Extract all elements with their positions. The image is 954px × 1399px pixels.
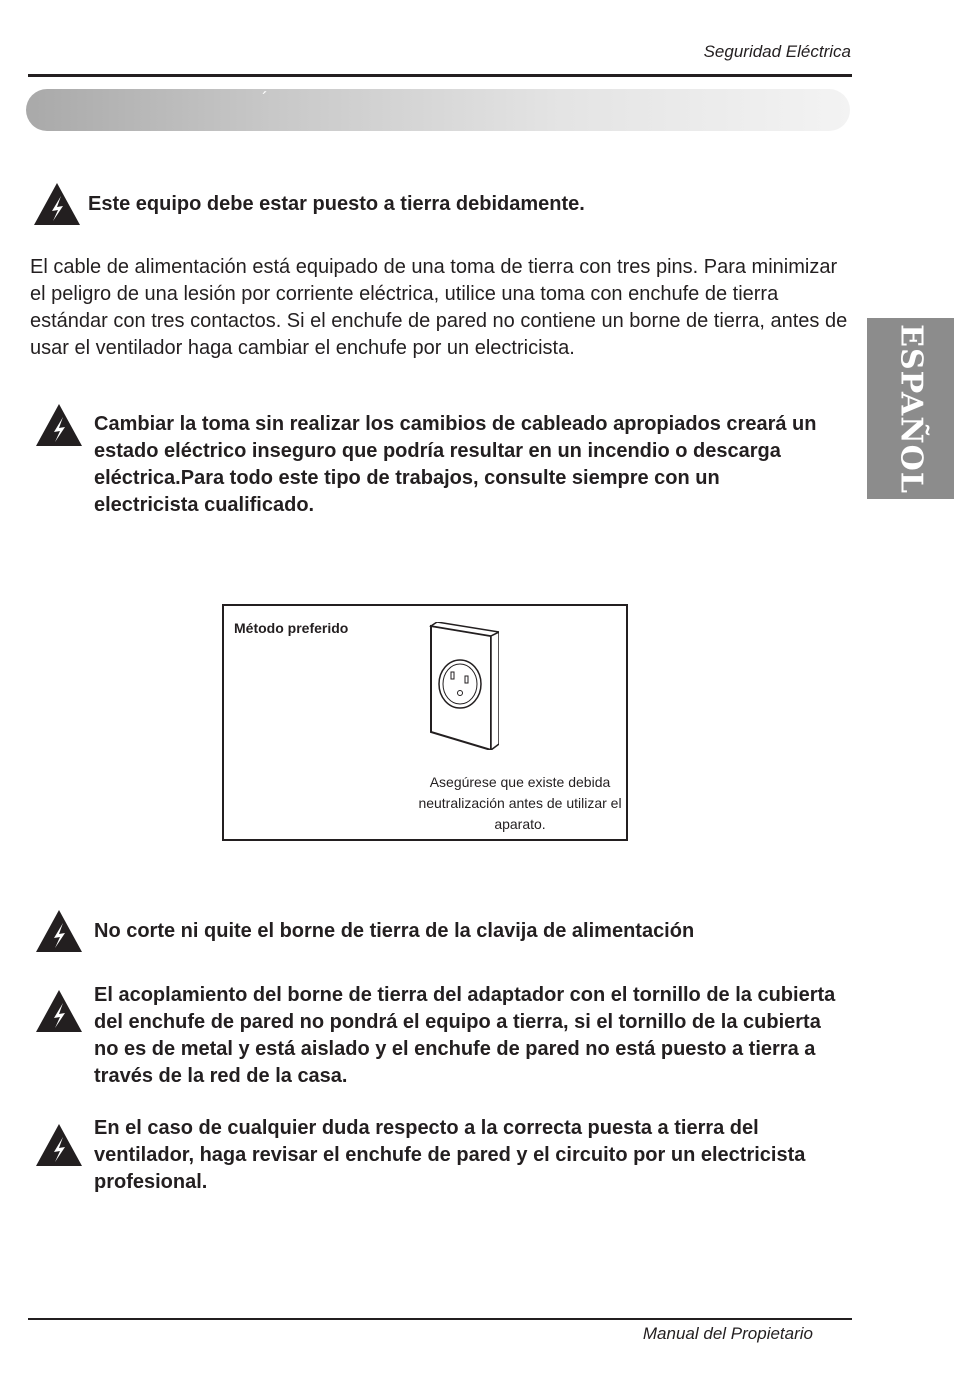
language-side-tab	[867, 318, 954, 499]
warning-do-not-cut-ground: No corte ni quite el borne de tierra de la clavija de alimentación	[94, 920, 695, 942]
warning-adapter-screw: El acoplamiento del borne de tierra del adaptador con el tornillo de la cubierta del enchufe de pared no pondrá el equipo a tierra, si el tornillo de la cubierta no es de metal y está aislado y el enchufe de pared no está puesto a tierra a través de la red de la casa.	[94, 984, 836, 1087]
language-tab-label: ESPAÑOL	[893, 323, 928, 494]
figure-caption: Asegúrese que existe debida neutralización antes de utilizar el aparato.	[418, 774, 622, 832]
warning-electric-icon	[36, 990, 82, 1032]
outlet-figure	[222, 604, 628, 841]
warning-electric-icon	[36, 910, 82, 952]
warning-electric-icon	[34, 183, 80, 225]
header-rule	[28, 74, 852, 77]
warning-grounding-required: Este equipo debe estar puesto a tierra debidamente.	[88, 193, 585, 215]
grounded-outlet-illustration	[427, 622, 499, 755]
warning-consult-electrician: En el caso de cualquier duda respecto a la correcta puesta a tierra del ventilador, haga revisar el enchufe de pared y el circuito por un electricista profesional.	[94, 1117, 806, 1193]
section-title-bar	[26, 89, 850, 131]
grounding-paragraph: El cable de alimentación está equipado de una toma de tierra con tres pins. Para minimizar el peligro de una lesión por corriente eléctrica, utilice una toma con enchufe de tierra estándar con tres contactos. Si el enchufe de pared no contiene un borne de tierra, antes de usar el ventilador haga cambiar el enchufe por un electricista.	[30, 256, 848, 359]
footer-rule	[28, 1318, 852, 1320]
page-header-title: Seguridad Eléctrica	[703, 42, 851, 61]
warning-electric-icon	[36, 1124, 82, 1166]
section-bar-accent: ´	[262, 89, 268, 109]
warning-rewiring: Cambiar la toma sin realizar los camibios de cableado apropiados creará un estado eléctrico inseguro que podría resultar en un incendio o descarga eléctrica.Para todo este tipo de trabajos, consulte siempre con un electricista cualificado.	[94, 413, 817, 516]
warning-electric-icon	[36, 404, 82, 446]
figure-label: Método preferido	[234, 620, 349, 636]
page-footer-title: Manual del Propietario	[642, 1324, 813, 1343]
